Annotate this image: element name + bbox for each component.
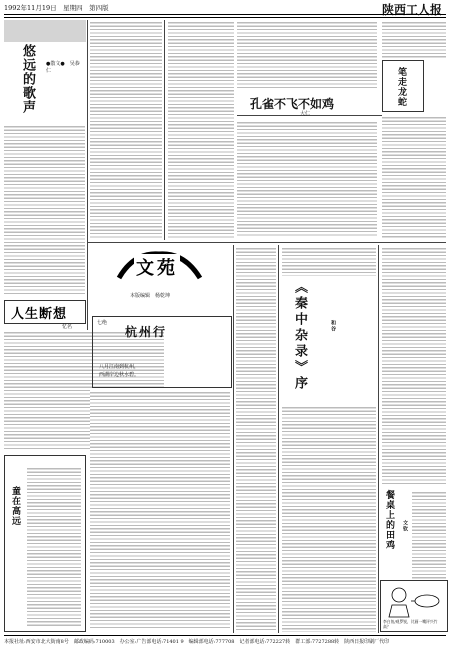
- article-hangzhou: [92, 316, 232, 388]
- date-line: 1992年11月19日 星期四 第四版: [4, 4, 109, 12]
- article-title: 人生断想: [11, 307, 68, 322]
- footer-info: 本报社址:西安市北大街南8号 邮政编码:710003 办公室:广告部电话:71401 9 编辑部电话:777708 记者部电话:772227转 群工部:7727288转 陕西日报印刷厂代印: [4, 635, 446, 645]
- article-byline: 文钦: [402, 520, 408, 532]
- article-qinzhong-title: [282, 280, 322, 400]
- article-byline: ●散文● 吴恭仁: [46, 61, 80, 74]
- article-body-text: [412, 490, 446, 580]
- article-body-text: [382, 20, 446, 58]
- article-body-text: [90, 20, 162, 238]
- article-body-text: [4, 124, 85, 294]
- cartoon-box: [380, 580, 448, 632]
- article-title: 餐桌上的田鸡: [384, 490, 394, 550]
- poem-line: 八月江南到杭州，: [99, 364, 140, 370]
- article-author: 和谷: [330, 320, 336, 332]
- cartoon-figure-icon: [381, 581, 447, 619]
- column-divider: [233, 245, 234, 633]
- article-body-text: [382, 246, 446, 484]
- article-byline: 大仁: [300, 111, 311, 117]
- article-body-text: [236, 246, 276, 632]
- article-body-text: [27, 466, 81, 626]
- article-body: [4, 124, 85, 294]
- article-zhuoshang: [378, 490, 398, 580]
- wenyuan-logo: [114, 246, 204, 286]
- masthead-rule: [4, 14, 446, 15]
- column-divider: [278, 245, 279, 633]
- article-youyuan: [4, 20, 86, 120]
- wenyuan-title: 文苑: [134, 254, 180, 280]
- article-tongzai: [4, 455, 86, 632]
- wenyuan-editor: 本版编辑 杨乾坤: [130, 293, 171, 299]
- paper-name: 陕西工人报: [381, 3, 442, 17]
- column-divider: [164, 20, 165, 240]
- poem-label: 七绝: [97, 320, 108, 326]
- article-author: 忆名: [62, 324, 73, 330]
- title-dot-pattern: [4, 20, 86, 42]
- article-body-text: [237, 120, 377, 238]
- article-body-text: [237, 20, 377, 90]
- article-body-text: [382, 115, 446, 238]
- article-body-text: [168, 20, 234, 238]
- article-title: 杭州行: [125, 325, 168, 339]
- section-rule: [88, 242, 446, 243]
- article-wenyuan: [90, 246, 230, 306]
- article-bi-header: [382, 60, 424, 112]
- article-title: 悠远的歌声: [20, 44, 35, 114]
- article-body-text: [282, 246, 376, 276]
- article-body-text: [282, 405, 376, 632]
- article-title: 笔走龙蛇: [396, 67, 406, 107]
- cartoon-caption: 李白鱼/观罗锐，比画一嘴评兴竹高？: [383, 619, 438, 629]
- article-title: 《秦中杂录》序: [292, 280, 307, 392]
- article-title: 童在高远: [10, 486, 20, 526]
- article-rensheng-header: [4, 300, 86, 324]
- article-title: 孔雀不飞不如鸡: [250, 97, 335, 111]
- poem-line: 西湖岸边秋水碧。: [99, 372, 140, 378]
- masthead-rule-thin: [4, 17, 446, 18]
- article-body-text: [90, 390, 230, 630]
